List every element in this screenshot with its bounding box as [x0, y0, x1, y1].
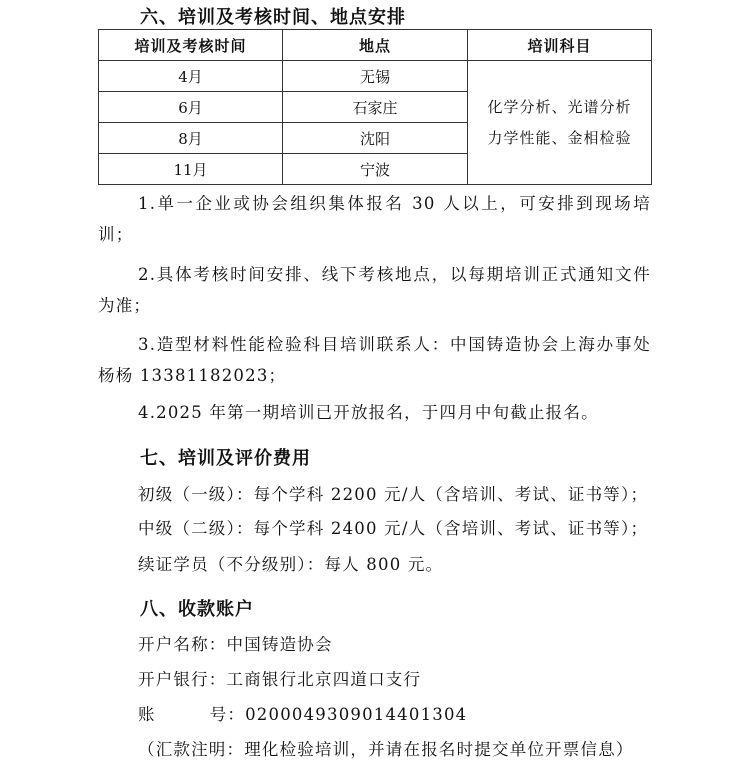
cell-place: 无锡	[283, 61, 468, 92]
section7-heading: 七、培训及评价费用	[140, 448, 311, 469]
subjects-line-2: 力学性能、金相检验	[487, 128, 632, 147]
header-time: 培训及考核时间	[99, 30, 283, 61]
schedule-table	[98, 29, 652, 185]
cell-time: 8月	[99, 123, 283, 154]
cell-place: 石家庄	[283, 92, 468, 123]
section8-heading: 八、收款账户	[140, 599, 254, 620]
account-number-line	[138, 701, 467, 725]
table-row	[99, 61, 652, 92]
subjects-line-1: 化学分析、光谱分析	[487, 97, 632, 116]
bank-value: 工商银行北京四道口支行	[226, 670, 422, 689]
account-number-label-left: 账	[138, 705, 156, 724]
section6-heading: 六、培训及考核时间、地点安排	[140, 7, 406, 28]
fee-renewal: 续证学员（不分级别）：每人 800 元。	[138, 555, 444, 574]
remittance-remark: （汇款注明：理化检验培训，并请在报名时提交单位开票信息）	[138, 740, 634, 759]
fee-junior: 初级（一级）：每个学科 2200 元/人（含培训、考试、证书等）；	[138, 485, 649, 504]
fee-intermediate: 中级（二级）：每个学科 2400 元/人（含培训、考试、证书等）；	[138, 519, 649, 538]
note-2: 2.具体考核时间安排、线下考核地点，以每期培训正式通知文件为准；	[98, 265, 651, 315]
cell-time: 4月	[99, 61, 283, 92]
account-name-label: 开户名称：	[138, 635, 227, 654]
cell-time: 6月	[99, 92, 283, 123]
cell-subjects	[468, 61, 652, 185]
note-4: 4.2025 年第一期培训已开放报名，于四月中旬截止报名。	[138, 403, 599, 422]
header-subject: 培训科目	[468, 30, 652, 61]
account-number-value: 0200049309014401304	[245, 705, 468, 724]
cell-place: 沈阳	[283, 123, 468, 154]
header-place: 地点	[283, 30, 468, 61]
note-3: 3.造型材料性能检验科目培训联系人：中国铸造协会上海办事处杨杨 13381182023；	[98, 335, 651, 385]
note-1: 1.单一企业或协会组织集体报名 30 人以上，可安排到现场培训；	[98, 194, 651, 244]
account-name-value: 中国铸造协会	[226, 635, 333, 654]
table-header-row	[99, 30, 652, 61]
cell-time: 11月	[99, 154, 283, 185]
account-name-line	[138, 631, 333, 655]
bank-line	[138, 666, 421, 690]
account-number-label-right: 号：	[209, 705, 246, 724]
cell-place: 宁波	[283, 154, 468, 185]
bank-label: 开户银行：	[138, 670, 227, 689]
